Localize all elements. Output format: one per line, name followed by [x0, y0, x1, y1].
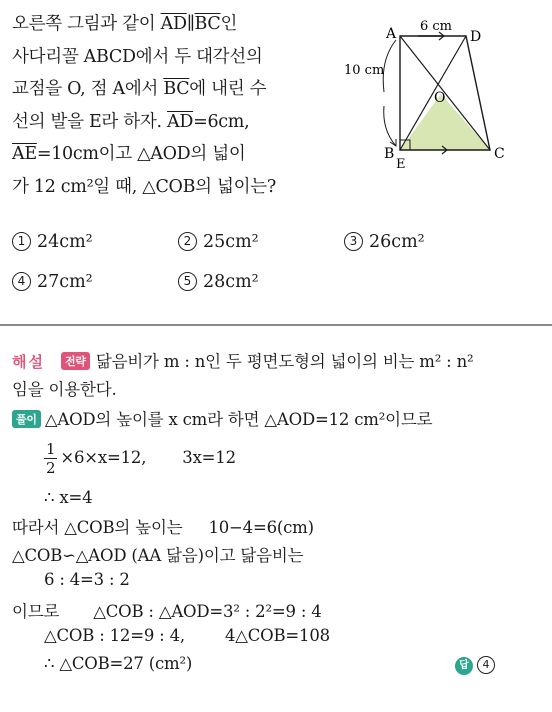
parallel-symbol: ∥ [186, 14, 195, 34]
solve-line-5: △COB∽△AOD (AA 닮음)이고 닮음비는 [12, 546, 304, 565]
label-c: C [494, 146, 505, 162]
problem-text-4b: =6cm, [193, 111, 250, 132]
solve-badge: 풀이 [12, 410, 41, 428]
solve-line-9: ∴ △COB=27 (cm²) [44, 654, 193, 673]
label-d: D [470, 29, 482, 45]
section-divider [0, 324, 552, 326]
solve-text-2b: 3x=12 [182, 448, 236, 467]
fraction-denominator: 2 [46, 459, 56, 477]
label-e: E [396, 157, 406, 170]
choice-number: 2 [178, 232, 197, 251]
problem-statement [12, 8, 332, 203]
label-6cm: 6 cm [420, 19, 453, 34]
solve-text-2a: ×6×x=12, [60, 448, 147, 467]
solve-line-7 [12, 598, 322, 622]
segment-ad: $\overline{AD}$ [160, 14, 187, 34]
choice-2[interactable] [178, 232, 259, 252]
solve-line-4 [12, 514, 314, 538]
solve-text-7b: △COB : △AOD=3² : 2²=9 : 4 [93, 602, 322, 621]
segment-bc-2: $\overline{BC}$ [163, 79, 190, 99]
problem-line-6: 가 12 cm²일 때, △COB의 넓이는? [12, 176, 276, 197]
solve-text-4b: 10−4=6(cm) [208, 518, 314, 537]
segment-ad-2: $\overline{AD}$ [167, 111, 194, 132]
solve-text-8a: △COB : 12=9 : 4, [44, 626, 185, 645]
problem-text-5b: =10cm이고 △AOD의 넓이 [36, 144, 246, 164]
solve-text-1: △AOD의 높이를 x cm라 하면 △AOD=12 cm²이므로 [44, 410, 433, 429]
choice-number: 4 [12, 272, 31, 291]
answer-number: 4 [477, 656, 495, 674]
segment-ae: $\overline{AE}$ [12, 144, 37, 164]
problem-line-5 [12, 138, 332, 171]
label-a: A [386, 26, 397, 42]
solve-line-8 [44, 626, 330, 645]
problem-text-4a: 선의 발을 E라 하자. [12, 111, 168, 132]
solve-line-3: ∴ x=4 [44, 488, 93, 507]
problem-line-3 [12, 73, 332, 106]
choice-number: 5 [178, 272, 197, 291]
answer-badge: 답 [455, 657, 473, 675]
problem-text-3b: 에 내린 수 [189, 79, 267, 99]
solution-strategy-line [12, 348, 473, 372]
choice-number: 3 [344, 232, 363, 251]
height-bracket [383, 40, 396, 92]
problem-text-1a: 오른쪽 그림과 같이 [12, 14, 161, 34]
strategy-badge: 전략 [61, 352, 90, 370]
solve-text-8b: 4△COB=108 [224, 626, 330, 645]
solve-text-7a: 이므로 [12, 602, 60, 621]
solve-text-4a: 따라서 △COB의 높이는 [12, 518, 183, 537]
strategy-text: 닮음비가 m : n인 두 평면도형의 넓이의 비는 m² : n² [95, 352, 474, 371]
choice-4[interactable] [12, 272, 93, 292]
choice-text: 25cm² [203, 232, 259, 252]
solve-line-6: 6 : 4=3 : 2 [44, 570, 130, 589]
strategy-text-2: 임을 이용한다. [12, 380, 117, 399]
problem-text-1b: 인 [220, 14, 238, 34]
problem-line-2: 사다리꼴 ABCD에서 두 대각선의 [12, 46, 263, 67]
choice-text: 27cm² [37, 272, 93, 292]
solve-line-1 [12, 406, 432, 430]
problem-line-1 [12, 8, 332, 41]
choice-5[interactable] [178, 272, 259, 292]
choice-number: 1 [12, 232, 31, 251]
choice-text: 26cm² [369, 232, 425, 252]
solve-line-2 [44, 440, 236, 477]
fraction-numerator: 1 [46, 440, 56, 458]
choice-1[interactable] [12, 232, 93, 252]
problem-line-4 [12, 106, 332, 139]
label-b: B [384, 146, 395, 162]
fraction-half [44, 440, 57, 477]
choice-text: 28cm² [203, 272, 259, 292]
segment-bc: $\overline{BC}$ [194, 14, 221, 34]
final-answer [455, 654, 495, 675]
label-10cm: 10 cm [344, 63, 385, 78]
problem-text-3a: 교점을 O, 점 A에서 [12, 79, 164, 99]
height-bracket-lower [384, 106, 396, 146]
trapezoid-figure [340, 10, 546, 170]
label-o: O [434, 90, 446, 106]
choice-3[interactable] [344, 232, 425, 252]
solution-header: 해설 [12, 353, 45, 371]
choice-text: 24cm² [37, 232, 93, 252]
